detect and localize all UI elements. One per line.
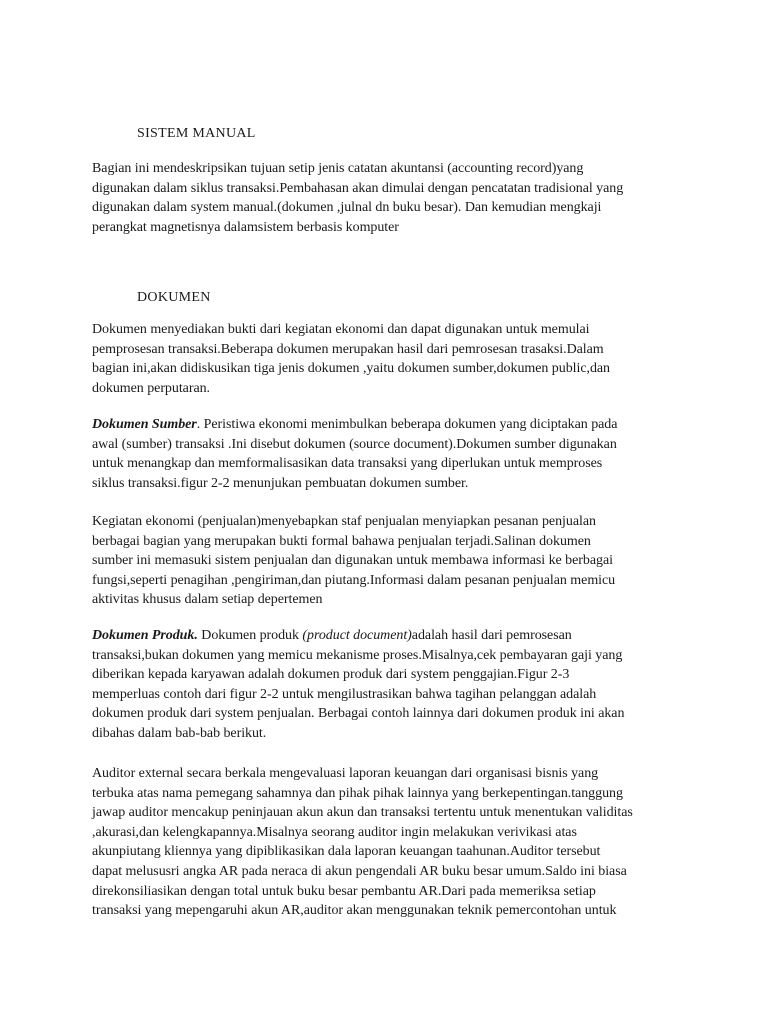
dokumen-produk-lead: Dokumen Produk. [92,628,198,643]
paragraph-auditor-external: Auditor external secara berkala mengevaluasi laporan keuangan dari organisasi bisnis yang terbuka atas nama pemegang sahamnya dan pihak pihak lainnya yang berkepentingan.tanggung jawap auditor mencakup peninjauan akun akun dan transaksi tertentu untuk menentukan validitas ,akurasi,dan kelengkapannya.Misalnya seorang auditor ingin melakukan verivikasi atas akunpiutang kliennya yang dipiblikasikan dala laporan keuangan taahunan.Auditor tersebut dapat melususri angka AR pada neraca di akun pengendali AR buku besar umum.Saldo ini biasa direkonsiliasikan dengan total untuk buku besar pembantu AR.Dari pada memeriksa setiap transaksi yang mepengaruhi akun AR,auditor akan menggunakan teknik pemercontohan untuk [92,766,633,919]
paragraph-dokumen-sumber [92,415,692,493]
paragraph-kegiatan-ekonomi: Kegiatan ekonomi (penjualan)menyebapkan staf penjualan menyiapkan pesanan penjualan berbagai bagian yang merupakan bukti formal bahawa penjualan terjadi.Salinan dokumen sumber ini memasuki sistem penjualan dan digunakan untuk membawa informasi ke berbagai fungsi,seperti penagihan ,pengiriman,dan piutang.Informasi dalam pesanan penjualan memicu aktivitas khusus dalam setiap depertemen [92,514,616,608]
dokumen-produk-text-b: adalah hasil dari pemrosesan transaksi,bukan dokumen yang memicu mekanisme proses.Misalnya,cek pembayaran gaji yang diberikan kepada karyawan adalah dokumen produk dari system penggajian.Figur 2-3 memperluas contoh dari figur 2-2 untuk mengilustrasikan bahwa tagihan pelanggan adalah dokumen produk dari system penjualan. Berbagai contoh lainnya dari dokumen produk ini akan dibahas dalam bab-bab berikut. [92,628,625,741]
section-heading-dokumen: DOKUMEN [137,290,211,305]
dokumen-sumber-text: . Peristiwa ekonomi menimbulkan beberapa dokumen yang diciptakan pada awal (sumber) transaksi .Ini disebut dokumen (source document).Dokumen sumber digunakan untuk menangkap dan memformalisasikan data transaksi yang diperlukan untuk memproses siklus transaksi.figur 2-2 menunjukan pembuatan dokumen sumber. [92,417,618,491]
paragraph-dokumen-intro: Dokumen menyediakan bukti dari kegiatan ekonomi dan dapat digunakan untuk memulai pemprosesan transaksi.Beberapa dokumen merupakan hasil dari pemrosesan trasaksi.Dalam bagian ini,akan didiskusikan tiga jenis dokumen ,yaitu dokumen sumber,dokumen public,dan dokumen perputaran. [92,322,611,396]
dokumen-sumber-lead: Dokumen Sumber [92,417,197,432]
section-heading-sistem-manual: SISTEM MANUAL [137,126,256,141]
paragraph-sistem-manual: Bagian ini mendeskripsikan tujuan setip jenis catatan akuntansi (accounting record)yang digunakan dalam siklus transaksi.Pembahasan akan dimulai dengan pencatatan tradisional yang digunakan dalam system manual.(dokumen ,julnal dn buku besar). Dan kemudian mengkaji perangkat magnetisnya dalamsistem berbasis komputer [92,161,624,235]
dokumen-produk-italic: (product document) [302,628,412,643]
dokumen-produk-text-a: Dokumen produk [197,628,303,643]
paragraph-dokumen-produk [92,626,692,744]
